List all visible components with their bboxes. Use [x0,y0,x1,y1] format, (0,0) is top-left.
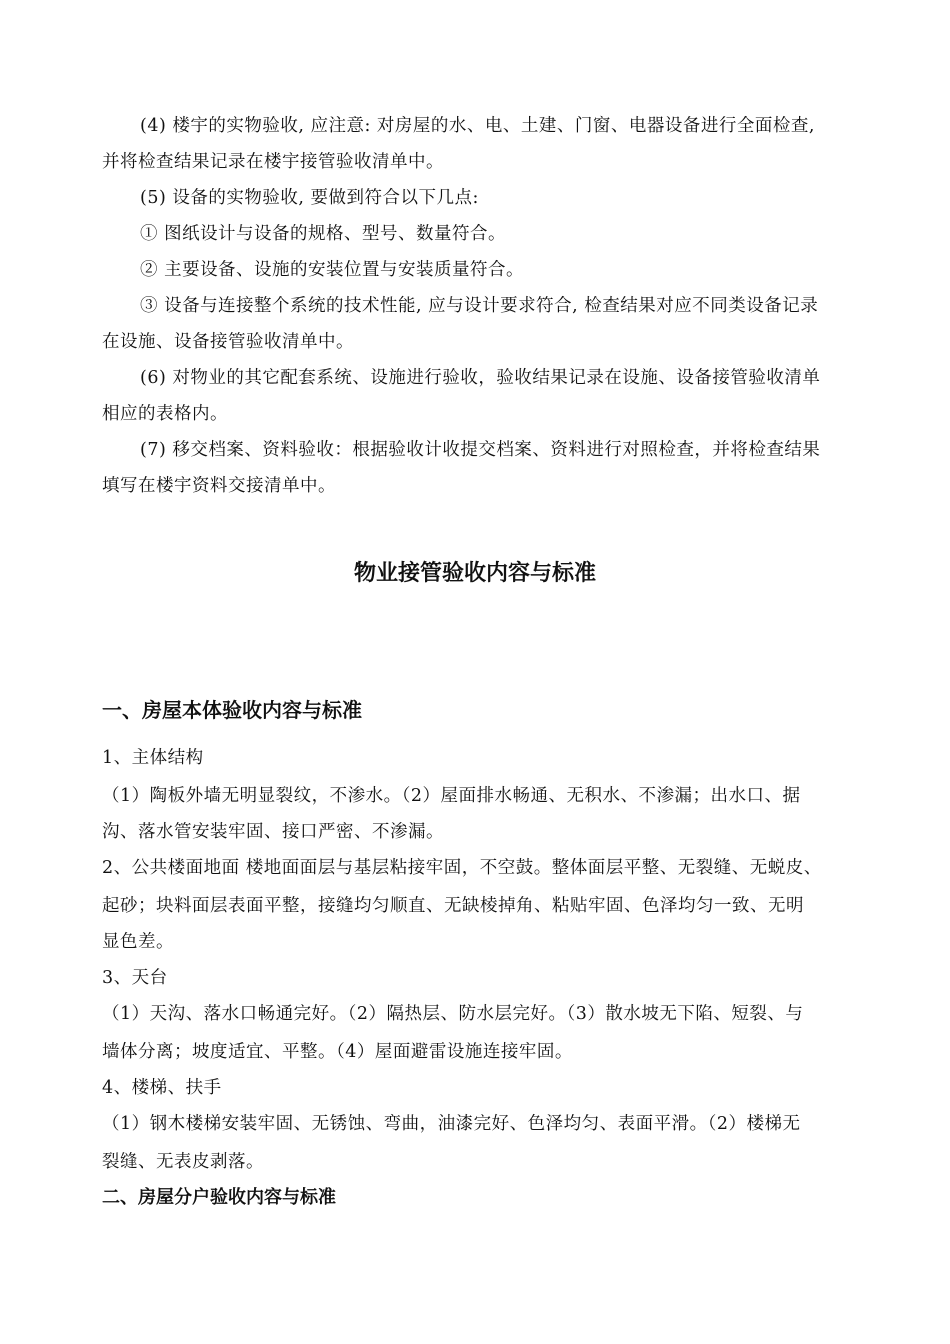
s3-line-2: 墙体分离；坡度适宜、平整。（4）屋面避雷设施连接牢固。 [102,1042,573,1062]
section-2-heading: 二、房屋分户验收内容与标准 [102,1187,336,1208]
s2-line-2: 起砂；块料面层表面平整，接缝均匀顺直、无缺棱掉角、粘贴牢固、色泽均匀一致、无明 [102,896,804,916]
item-6-line-1: (6) 对物业的其它配套系统、设施进行验收，验收结果记录在设施、设备接管验收清单 [140,368,821,388]
item-7-line-1: (7) 移交档案、资料验收：根据验收计收提交档案、资料进行对照检查，并将检查结果 [140,440,821,460]
s4-line-2: 裂缝、无表皮剥落。 [102,1152,264,1172]
s1-label: 1、主体结构 [102,748,204,768]
s4-label: 4、楼梯、扶手 [102,1078,222,1098]
main-title: 物业接管验收内容与标准 [353,561,596,586]
item-5-sub-3-line-2: 在设施、设备接管验收清单中。 [102,332,354,352]
item-5-sub-1: ① 图纸设计与设备的规格、型号、数量符合。 [140,224,507,244]
item-5-sub-2: ② 主要设备、设施的安装位置与安装质量符合。 [140,260,525,280]
s3-label: 3、天台 [102,968,168,988]
item-5-sub-3-line-1: ③ 设备与连接整个系统的技术性能, 应与设计要求符合, 检查结果对应不同类设备记录 [140,296,819,316]
s4-line-1: （1）钢木楼梯安装牢固、无锈蚀、弯曲，油漆完好、色泽均匀、表面平滑。（2）楼梯无 [102,1114,801,1134]
s1-line-2: 沟、落水管安装牢固、接口严密、不渗漏。 [102,822,444,842]
section-1-heading: 一、房屋本体验收内容与标准 [102,698,362,722]
s1-line-1: （1）陶板外墙无明显裂纹，不渗水。（2）屋面排水畅通、无积水、不渗漏；出水口、据 [102,786,801,806]
item-5-line-1: (5) 设备的实物验收, 要做到符合以下几点: [140,188,479,208]
item-6-line-2: 相应的表格内。 [102,404,228,424]
item-4-line-1: (4) 楼宇的实物验收, 应注意: 对房屋的水、电、土建、门窗、电器设备进行全面检查, [140,116,815,136]
s2-line-1: 2、公共楼面地面 楼地面面层与基层粘接牢固，不空鼓。整体面层平整、无裂缝、无蜕皮、 [102,858,822,878]
item-7-line-2: 填写在楼宇资料交接清单中。 [102,476,336,496]
item-4-line-2: 并将检查结果记录在楼宇接管验收清单中。 [102,152,444,172]
s3-line-1: （1）天沟、落水口畅通完好。（2）隔热层、防水层完好。（3）散水坡无下陷、短裂、与 [102,1004,804,1024]
s2-line-3: 显色差。 [102,932,174,952]
